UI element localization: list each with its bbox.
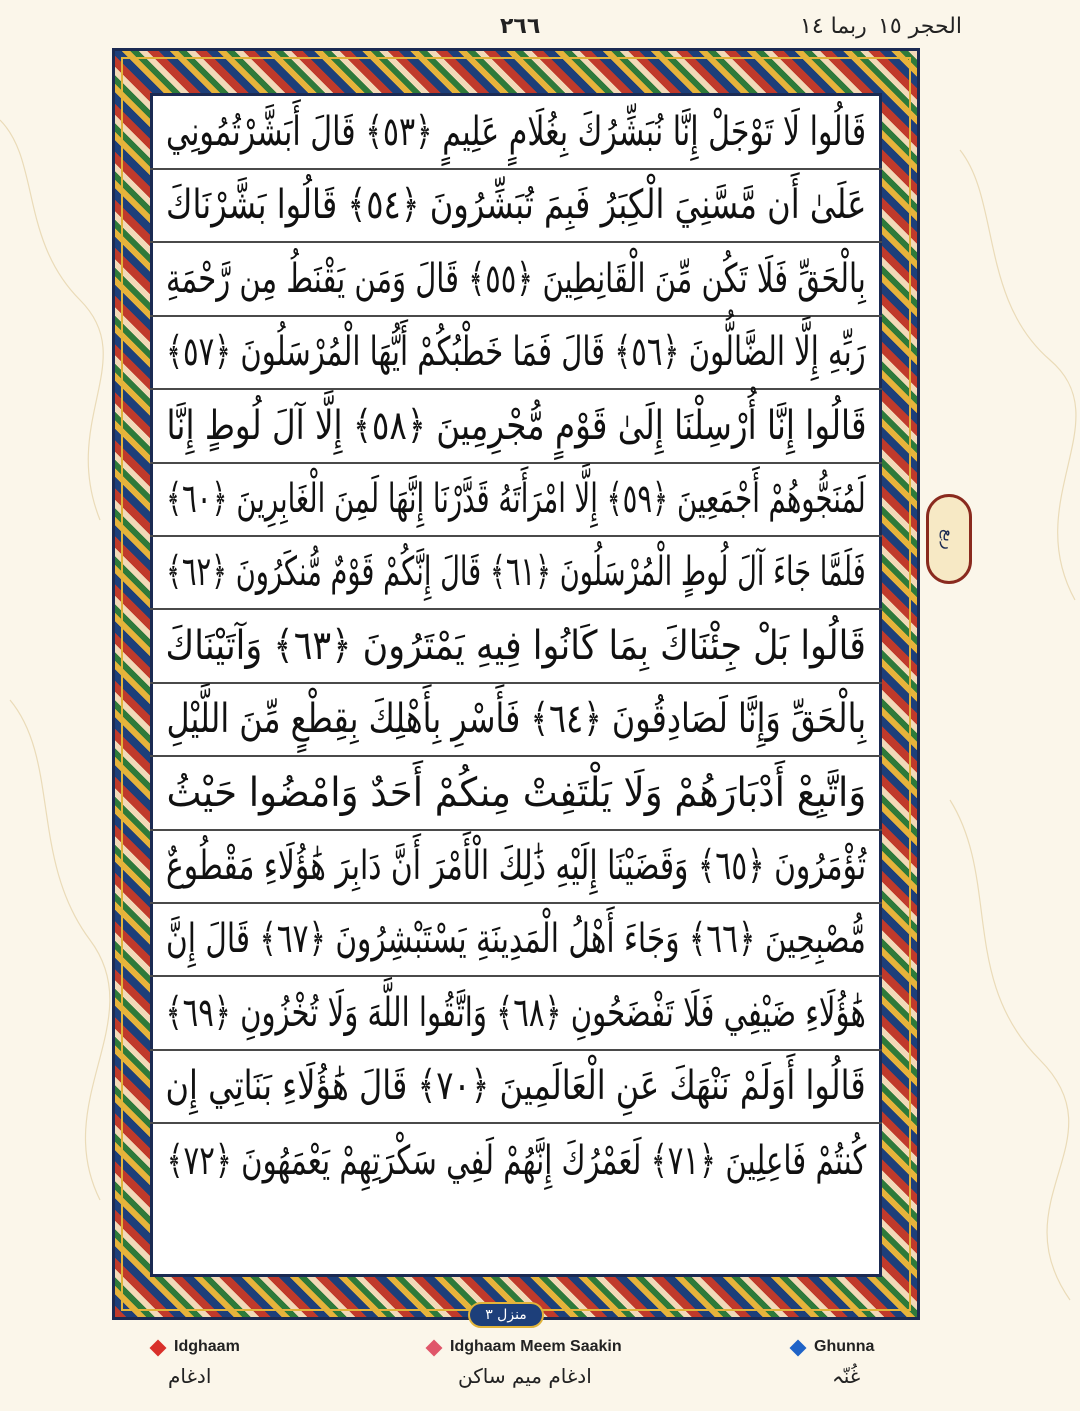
verse-line-text: فَلَمَّا جَاءَ آلَ لُوطٍ الْمُرْسَلُونَ ﴿٦١﴾ قَالَ إِنَّكُمْ قَوْمٌ مُّنكَرُونَ ﴿٦٢﴾ bbox=[166, 549, 866, 596]
legend-arabic: ادغام میم ساکن bbox=[458, 1364, 592, 1388]
legend-label: Ghunna bbox=[814, 1338, 875, 1355]
verse-line-text: قَالُوا لَا تَوْجَلْ إِنَّا نُبَشِّرُكَ بِغُلَامٍ عَلِيمٍ ﴿٥٣﴾ قَالَ أَبَشَّرْتُمُونِي bbox=[165, 109, 867, 155]
page-header bbox=[0, 0, 1080, 50]
verse-line bbox=[150, 977, 882, 1051]
red-diamond-icon bbox=[150, 1340, 167, 1357]
verse-line-text: تُؤْمَرُونَ ﴿٦٥﴾ وَقَضَيْنَا إِلَيْهِ ذَٰلِكَ الْأَمْرَ أَنَّ دَابِرَ هَٰؤُلَاءِ مَقْطُوعٌ bbox=[165, 843, 867, 889]
ruku-marker bbox=[926, 494, 972, 584]
legend-arabic: غُنّہ bbox=[832, 1364, 861, 1388]
verse-line-text: بِالْحَقِّ فَلَا تَكُن مِّنَ الْقَانِطِينَ ﴿٥٥﴾ قَالَ وَمَن يَقْنَطُ مِن رَّحْمَةِ bbox=[166, 255, 866, 302]
legend-arabic: ادغام bbox=[168, 1364, 212, 1388]
verse-line-text: لَمُنَجُّوهُمْ أَجْمَعِينَ ﴿٥٩﴾ إِلَّا امْرَأَتَهُ قَدَّرْنَا إِنَّهَا لَمِنَ الْغَابِرِينَ ﴿٦٠﴾ bbox=[166, 476, 866, 522]
verse-line bbox=[150, 316, 882, 390]
verse-line bbox=[150, 683, 882, 757]
verse-line-text: كُنتُمْ فَاعِلِينَ ﴿٧١﴾ لَعَمْرُكَ إِنَّهُمْ لَفِي سَكْرَتِهِمْ يَعْمَهُونَ ﴿٧٢﴾ bbox=[166, 1137, 866, 1184]
verse-line-text: رَبِّهِ إِلَّا الضَّالُّونَ ﴿٥٦﴾ قَالَ فَمَا خَطْبُكُمْ أَيُّهَا الْمُرْسَلُونَ ﴿٥٧﴾ bbox=[166, 329, 866, 376]
legend-idghaam bbox=[152, 1338, 272, 1408]
verse-line bbox=[150, 169, 882, 243]
verse-line-text: وَاتَّبِعْ أَدْبَارَهُمْ وَلَا يَلْتَفِتْ مِنكُمْ أَحَدٌ وَامْضُوا حَيْثُ bbox=[166, 769, 866, 816]
verse-line bbox=[150, 536, 882, 610]
legend-idghaam-meem-saakin bbox=[428, 1338, 648, 1408]
blue-diamond-icon bbox=[790, 1340, 807, 1357]
juz-name-header: ربما ١٤ bbox=[800, 14, 867, 39]
legend-label: Idghaam Meem Saakin bbox=[450, 1338, 622, 1355]
legend-ghunna bbox=[792, 1338, 902, 1408]
verse-line bbox=[150, 757, 882, 831]
verse-line bbox=[150, 243, 882, 317]
verse-line bbox=[150, 1050, 882, 1124]
surah-name-header: الحجر ١٥ bbox=[878, 14, 962, 39]
verse-line bbox=[150, 610, 882, 684]
manzil-cartouche: منزل ٣ bbox=[468, 1302, 544, 1328]
verse-line-text: بِالْحَقِّ وَإِنَّا لَصَادِقُونَ ﴿٦٤﴾ فَأَسْرِ بِأَهْلِكَ بِقِطْعٍ مِّنَ اللَّيْلِ bbox=[166, 696, 866, 743]
verse-line bbox=[150, 463, 882, 537]
ruku-marker-text: ربع bbox=[939, 528, 959, 550]
pink-diamond-icon bbox=[426, 1340, 443, 1357]
verse-line-text: مُّصْبِحِينَ ﴿٦٦﴾ وَجَاءَ أَهْلُ الْمَدِينَةِ يَسْتَبْشِرُونَ ﴿٦٧﴾ قَالَ إِنَّ bbox=[166, 916, 866, 963]
verse-line bbox=[150, 903, 882, 977]
verse-line bbox=[150, 390, 882, 464]
page-number: ٢٦٦ bbox=[500, 14, 541, 39]
legend-label: Idghaam bbox=[174, 1338, 240, 1355]
verse-line-text: قَالُوا بَلْ جِئْنَاكَ بِمَا كَانُوا فِيهِ يَمْتَرُونَ ﴿٦٣﴾ وَآتَيْنَاكَ bbox=[165, 622, 867, 669]
verse-line-text: قَالُوا إِنَّا أُرْسِلْنَا إِلَىٰ قَوْمٍ مُّجْرِمِينَ ﴿٥٨﴾ إِلَّا آلَ لُوطٍ إِنَّا bbox=[166, 402, 866, 449]
verse-line-text: هَٰؤُلَاءِ ضَيْفِي فَلَا تَفْضَحُونِ ﴿٦٨﴾ وَاتَّقُوا اللَّهَ وَلَا تُخْزُونِ ﴿٦٩﴾ bbox=[165, 989, 867, 1036]
verse-line bbox=[150, 96, 882, 170]
verse-line bbox=[150, 1124, 882, 1198]
verse-line-text: قَالُوا أَوَلَمْ نَنْهَكَ عَنِ الْعَالَمِينَ ﴿٧٠﴾ قَالَ هَٰؤُلَاءِ بَنَاتِي إِن bbox=[165, 1063, 867, 1110]
verse-line-text: عَلَىٰ أَن مَّسَّنِيَ الْكِبَرُ فَبِمَ تُبَشِّرُونَ ﴿٥٤﴾ قَالُوا بَشَّرْنَاكَ bbox=[165, 182, 867, 229]
verse-line bbox=[150, 830, 882, 904]
